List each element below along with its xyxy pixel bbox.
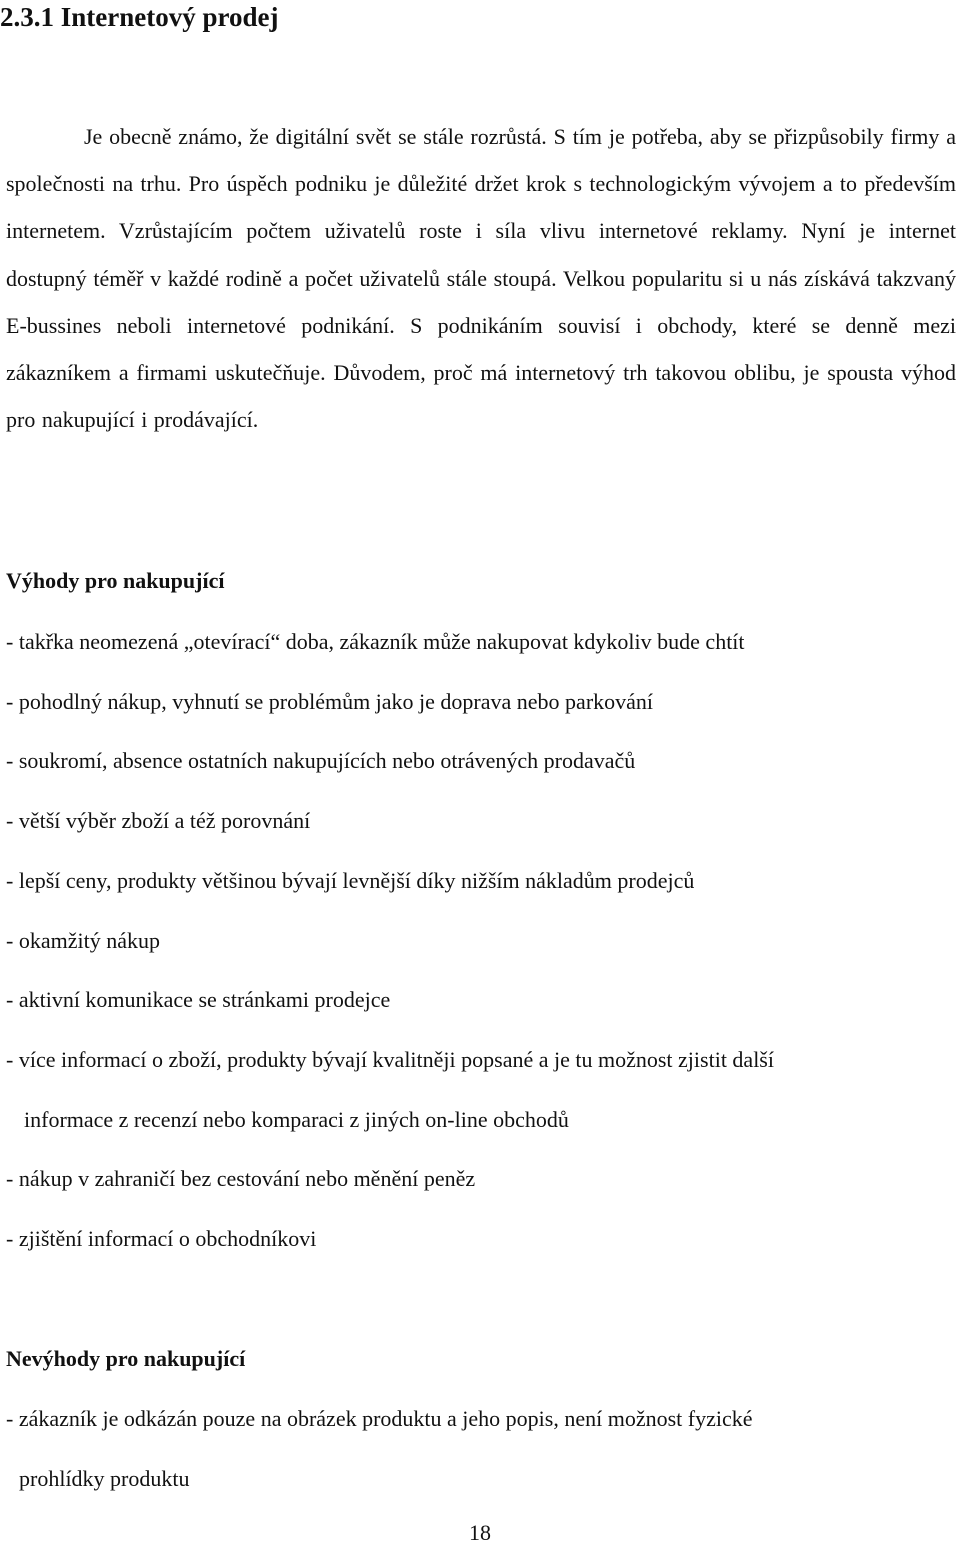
section-heading: 2.3.1 Internetový prodej [0, 2, 279, 32]
list-item: - takřka neomezená „otevírací“ doba, zákazník může nakupovat kdykoliv bude chtít [6, 629, 745, 654]
list-item: - pohodlný nákup, vyhnutí se problémům jako je doprava nebo parkování [6, 688, 654, 714]
intro-paragraph: Je obecně známo, že digitální svět se stále rozrůstá. S tím je potřeba, aby se přizpůsobily firmy a společnosti na trhu. Pro úspěch podniku je důležité držet krok s technologickým vývojem a to především internetem. Vzrůstajícím počtem uživatelů roste i síla vlivu internetové reklamy. Nyní je internet dostupný téměř v každé rodině a počet uživatelů stále stoupá. Velkou popularitu si u nás získává takzvaný E-bussines neboli internetové podnikání. S podnikáním souvisí i obchody, které se denně mezi zákazníkem a firmami uskutečňuje. Důvodem, proč má internetový trh takovou oblibu, je spousta výhod pro nakupující i prodávající. [6, 124, 956, 433]
list-item: - zjištění informací o obchodníkovi [6, 1226, 317, 1252]
list-item: - více informací o zboží, produkty bývají kvalitněji popsané a je tu možnost zjistit další [6, 1046, 774, 1072]
list-item: - nákup v zahraničí bez cestování nebo měnění peněz [6, 1166, 476, 1192]
list-item: - větší výběr zboží a též porovnání [6, 808, 311, 834]
list-item: - okamžitý nákup [6, 927, 160, 953]
list-item-continuation: prohlídky produktu [19, 1465, 190, 1491]
disadvantages-list [6, 1389, 951, 1508]
list-item: - aktivní komunikace se stránkami prodejce [6, 987, 391, 1013]
advantages-title: Výhody pro nakupující [6, 568, 225, 593]
page-number: 18 [469, 1520, 491, 1545]
list-item: - lepší ceny, produkty většinou bývají levnější díky nižším nákladům prodejců [6, 867, 695, 893]
advantages-list [6, 612, 951, 1269]
disadvantages-title: Nevýhody pro nakupující [6, 1346, 246, 1371]
list-item: - soukromí, absence ostatních nakupujících nebo otrávených prodavačů [6, 748, 636, 774]
list-item: - zákazník je odkázán pouze na obrázek produktu a jeho popis, není možnost fyzické [6, 1406, 753, 1431]
list-item-continuation: informace z recenzí nebo komparaci z jiných on-line obchodů [24, 1106, 569, 1132]
